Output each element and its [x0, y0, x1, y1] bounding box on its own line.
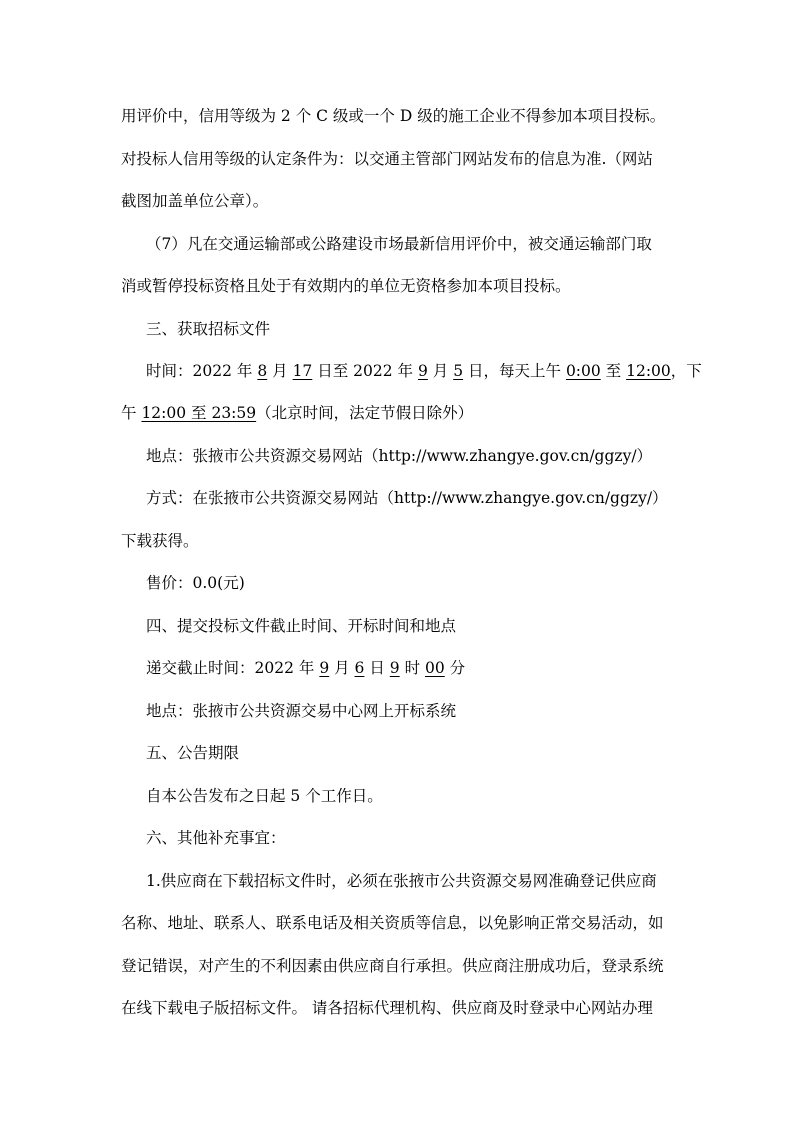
time-end-day: 5: [453, 362, 464, 380]
section-heading: 六、其他补充事宜：: [146, 829, 286, 847]
paragraph-line: 自本公告发布之日起 5 个工作日。: [146, 787, 383, 805]
paragraph-line: 对投标人信用等级的认定条件为：以交通主管部门网站发布的信息为准.（网站: [121, 150, 653, 168]
text-fragment: 月: [267, 362, 293, 380]
paragraph-line: 在线下载电子版招标文件。 请各招标代理机构、供应商及时登录中心网站办理: [121, 999, 653, 1017]
paragraph-line: 名称、地址、联系人、联系电话及相关资质等信息，以免影响正常交易活动，如: [121, 914, 664, 932]
deadline-day: 6: [354, 659, 365, 677]
deadline-label: 递交截止时间：2022 年: [146, 659, 320, 677]
text-fragment: 月: [329, 659, 355, 677]
method-line: 方式：在张掖市公共资源交易网站（http://www.zhangye.gov.cn/ggzy/）: [146, 489, 668, 507]
paragraph-line: （7）凡在交通运输部或公路建设市场最新信用评价中，被交通运输部门取: [146, 235, 652, 253]
section-heading: 五、公告期限: [146, 744, 240, 762]
deadline-month: 9: [319, 659, 330, 677]
open-place-line: 地点：张掖市公共资源交易中心网上开标系统: [146, 702, 457, 720]
am-end-time: 12:00: [626, 362, 671, 380]
time-year: 2022: [192, 362, 232, 380]
place-line: 地点：张掖市公共资源交易网站（http://www.zhangye.gov.cn/ggzy/）: [146, 447, 653, 465]
text-fragment: ，下: [670, 362, 702, 380]
text-fragment: 日，每天上午: [463, 362, 566, 380]
paragraph-line: 用评价中，信用等级为 2 个 C 级或一个 D 级的施工企业不得参加本项目投标。: [121, 107, 666, 125]
paragraph-line: 1.供应商在下载招标文件时，必须在张掖市公共资源交易网准确登记供应商: [146, 872, 657, 890]
deadline-hour: 9: [389, 659, 400, 677]
deadline-minute: 00: [425, 659, 445, 677]
time-line: [146, 361, 702, 381]
text-fragment: 分: [444, 659, 466, 677]
price-line: 售价：0.0(元): [146, 574, 245, 592]
pm-time-range: 12:00 至 23:59: [141, 404, 257, 422]
am-start-time: 0:00: [565, 362, 601, 380]
time-label: 时间：: [146, 362, 193, 380]
text-fragment: 年: [392, 362, 418, 380]
text-fragment: 时: [399, 659, 426, 677]
section-heading: 四、提交投标文件截止时间、开标时间和地点: [146, 617, 457, 635]
time-end-month: 9: [417, 362, 428, 380]
text-fragment: 至: [600, 362, 627, 380]
time-note: （北京时间，法定节假日除外）: [256, 404, 474, 422]
time-line-2: [121, 403, 473, 423]
time-start-day: 17: [292, 362, 313, 380]
method-line: 下载获得。: [121, 532, 199, 550]
text-fragment: 日至: [312, 362, 354, 380]
text-fragment: 日: [364, 659, 390, 677]
text-fragment: 年: [231, 362, 258, 380]
paragraph-line: 消或暂停投标资格且处于有效期内的单位无资格参加本项目投标。: [121, 277, 571, 295]
text-fragment: 月: [427, 362, 454, 380]
text-fragment: 午: [121, 404, 142, 422]
section-heading: 三、获取招标文件: [146, 320, 271, 338]
paragraph-line: 截图加盖单位公章）。: [121, 192, 269, 210]
time-start-month: 8: [257, 362, 268, 380]
paragraph-line: 登记错误，对产生的不利因素由供应商自行承担。供应商注册成功后，登录系统: [121, 957, 664, 975]
time-year: 2022: [353, 362, 393, 380]
deadline-line: [146, 658, 465, 678]
